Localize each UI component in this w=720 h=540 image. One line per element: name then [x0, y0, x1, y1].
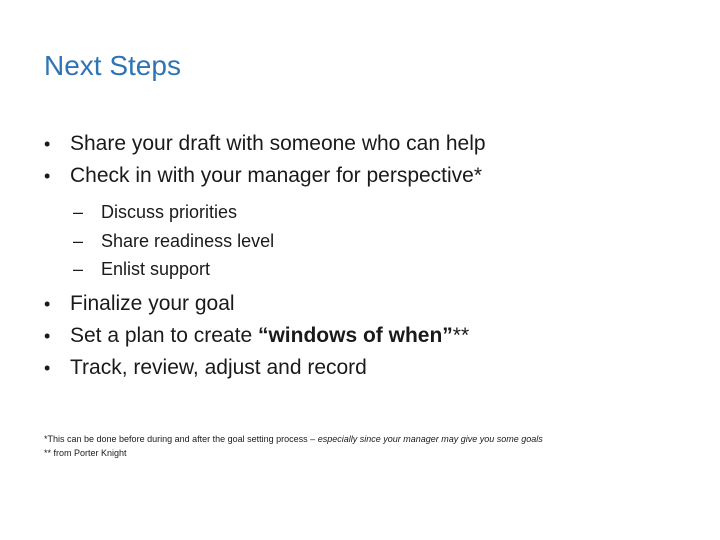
footnote-1-text: *This can be done before during and after the goal setting process –: [44, 434, 318, 444]
bullet-text: Share your draft with someone who can help: [70, 132, 486, 155]
bullet-item: [44, 128, 704, 160]
plan-prefix-text: Set a plan to create: [70, 323, 258, 347]
dash-icon: –: [73, 230, 84, 251]
bullet-dot-icon: •: [44, 357, 51, 378]
dash-icon: –: [73, 259, 84, 279]
bullet-dot-icon: •: [44, 166, 51, 186]
bullet-item: [44, 160, 704, 192]
bullet-dot-icon: •: [44, 134, 51, 154]
sub-bullet-text: Share readiness level: [101, 230, 275, 251]
footnotes: [44, 432, 543, 460]
bullet-dot-icon: •: [44, 325, 51, 346]
footnote-2: ** from Porter Knight: [44, 448, 127, 458]
bullet-text: [70, 320, 469, 351]
sub-bullet-item: [73, 227, 704, 256]
bullet-text: Finalize your goal: [70, 291, 235, 315]
bullet-text: Check in with your manager for perspective*: [70, 164, 483, 187]
bullet-list: [44, 128, 704, 384]
bullet-item: [44, 352, 704, 384]
bullet-text: Track, review, adjust and record: [70, 355, 367, 379]
footnote-1: [44, 432, 543, 446]
sub-bullet-text: Discuss priorities: [101, 202, 238, 222]
bullet-dot-icon: •: [44, 293, 51, 314]
bullet-item: [44, 320, 704, 352]
slide-title: Next Steps: [44, 50, 181, 81]
sub-bullet-list: [73, 198, 704, 284]
bullet-item: [44, 288, 704, 320]
sub-bullet-item: [73, 198, 704, 227]
sub-bullet-text: Enlist support: [101, 259, 211, 279]
plan-suffix-text: **: [452, 323, 470, 347]
windows-of-when-text: “windows of when”: [257, 323, 453, 347]
sub-bullet-item: [73, 255, 704, 284]
footnote-1-italic: especially since your manager may give you some goals: [317, 434, 543, 444]
dash-icon: –: [73, 202, 84, 222]
